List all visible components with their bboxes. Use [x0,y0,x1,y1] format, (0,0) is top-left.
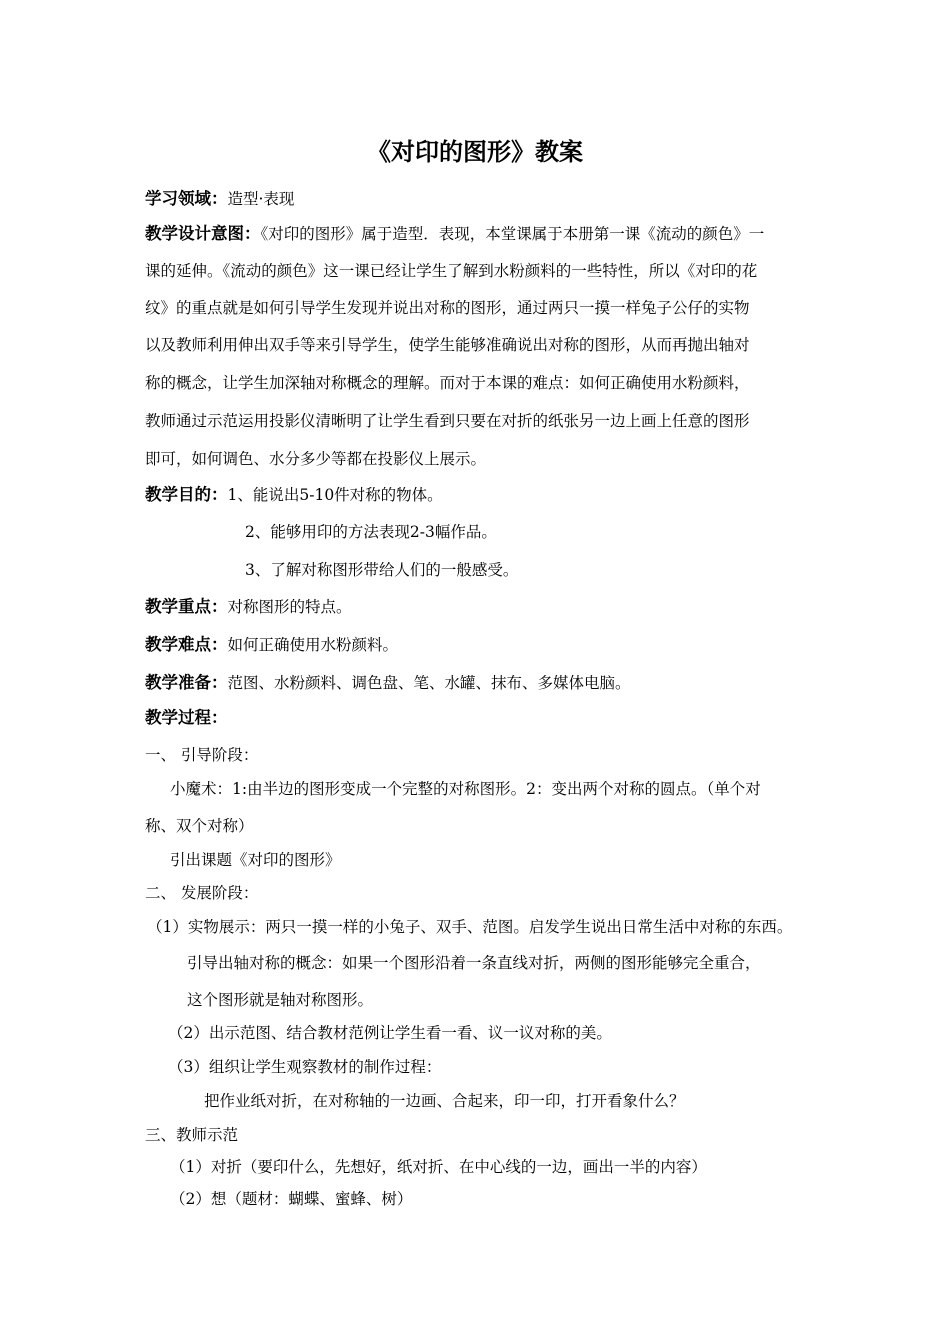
key-point [145,596,352,618]
difficulty-label: 教学难点： [145,635,228,654]
section-1-magic-line-1: 小魔术：1:由半边的图形变成一个完整的对称图形。2：变出两个对称的圆点。（单个对 [170,780,761,798]
design-intent-line-5: 称的概念，让学生加深轴对称概念的理解。而对于本课的难点：如何正确使用水粉颜料， [145,374,750,392]
section-3-item-2: （2）想（题材：蝴蝶、蜜蜂、树） [170,1190,413,1208]
section-2-item-3: （3）组织让学生观察教材的制作过程： [168,1058,442,1076]
section-2-heading: 二、 发展阶段： [145,884,259,902]
design-intent-line-6: 教师通过示范运用投影仪清晰明了让学生看到只要在对折的纸张另一边上画上任意的图形 [145,412,750,430]
goal-item: 3、了解对称图形带给人们的一般感受。 [245,561,519,579]
section-2-item-3-a: 把作业纸对折，在对称轴的一边画、合起来，印一印，打开看象什么？ [204,1092,685,1110]
difficulty-text: 如何正确使用水粉颜料。 [227,636,399,654]
preparation [145,672,631,694]
section-2-item-1: （1）实物展示：两只一摸一样的小兔子、双手、范图。启发学生说出日常生活中对称的东西。 [147,918,793,936]
section-2-item-2: （2）出示范图、结合教材范例让学生看一看、议一议对称的美。 [168,1024,612,1042]
process-label: 教学过程： [145,708,228,727]
section-1-heading: 一、 引导阶段： [145,746,259,764]
design-intent-line-7: 即可，如何调色、水分多少等都在投影仪上展示。 [145,450,487,468]
learning-domain-text: 造型·表现 [227,190,295,208]
learning-domain [145,188,294,210]
process-heading [145,707,228,729]
difficulty [145,634,398,656]
key-point-text: 对称图形的特点。 [227,598,352,616]
goals-label: 教学目的： [145,485,228,504]
section-3-item-1: （1）对折（要印什么，先想好，纸对折、在中心线的一边，画出一半的内容） [170,1158,707,1176]
goal-item: 1、能说出5-10件对称的物体。 [227,486,443,504]
section-1-magic-line-2: 称、双个对称） [145,817,254,835]
section-2-item-1-b: 这个图形就是轴对称图形。 [187,991,374,1009]
section-3-heading: 三、教师示范 [145,1126,239,1144]
design-intent-line-2: 课的延伸。《流动的颜色》这一课已经让学生了解到水粉颜料的一些特性，所以《对印的花 [145,262,758,280]
design-intent-line-1 [145,223,764,245]
section-1-intro: 引出课题《对印的图形》 [170,851,341,869]
learning-domain-label: 学习领域： [145,189,228,208]
preparation-label: 教学准备： [145,673,228,692]
section-2-item-1-a: 引导出轴对称的概念：如果一个图形沿着一条直线对折，两侧的图形能够完全重合， [187,954,761,972]
preparation-text: 范图、水粉颜料、调色盘、笔、水罐、抹布、多媒体电脑。 [227,674,631,692]
goal-item: 2、能够用印的方法表现2-3幅作品。 [245,523,497,541]
design-intent-label: 教学设计意图： [145,224,261,243]
goals-line-1 [145,484,443,506]
design-intent-text: 《对印的图形》属于造型．表现，本堂课属于本册第一课《流动的颜色》一 [260,225,765,243]
page-title: 《对印的图形》教案 [367,138,583,166]
design-intent-line-3: 纹》的重点就是如何引导学生发现并说出对称的图形，通过两只一摸一样兔子公仔的实物 [145,299,750,317]
key-point-label: 教学重点： [145,597,228,616]
design-intent-line-4: 以及教师利用伸出双手等来引导学生，使学生能够准确说出对称的图形，从而再抛出轴对 [145,336,750,354]
